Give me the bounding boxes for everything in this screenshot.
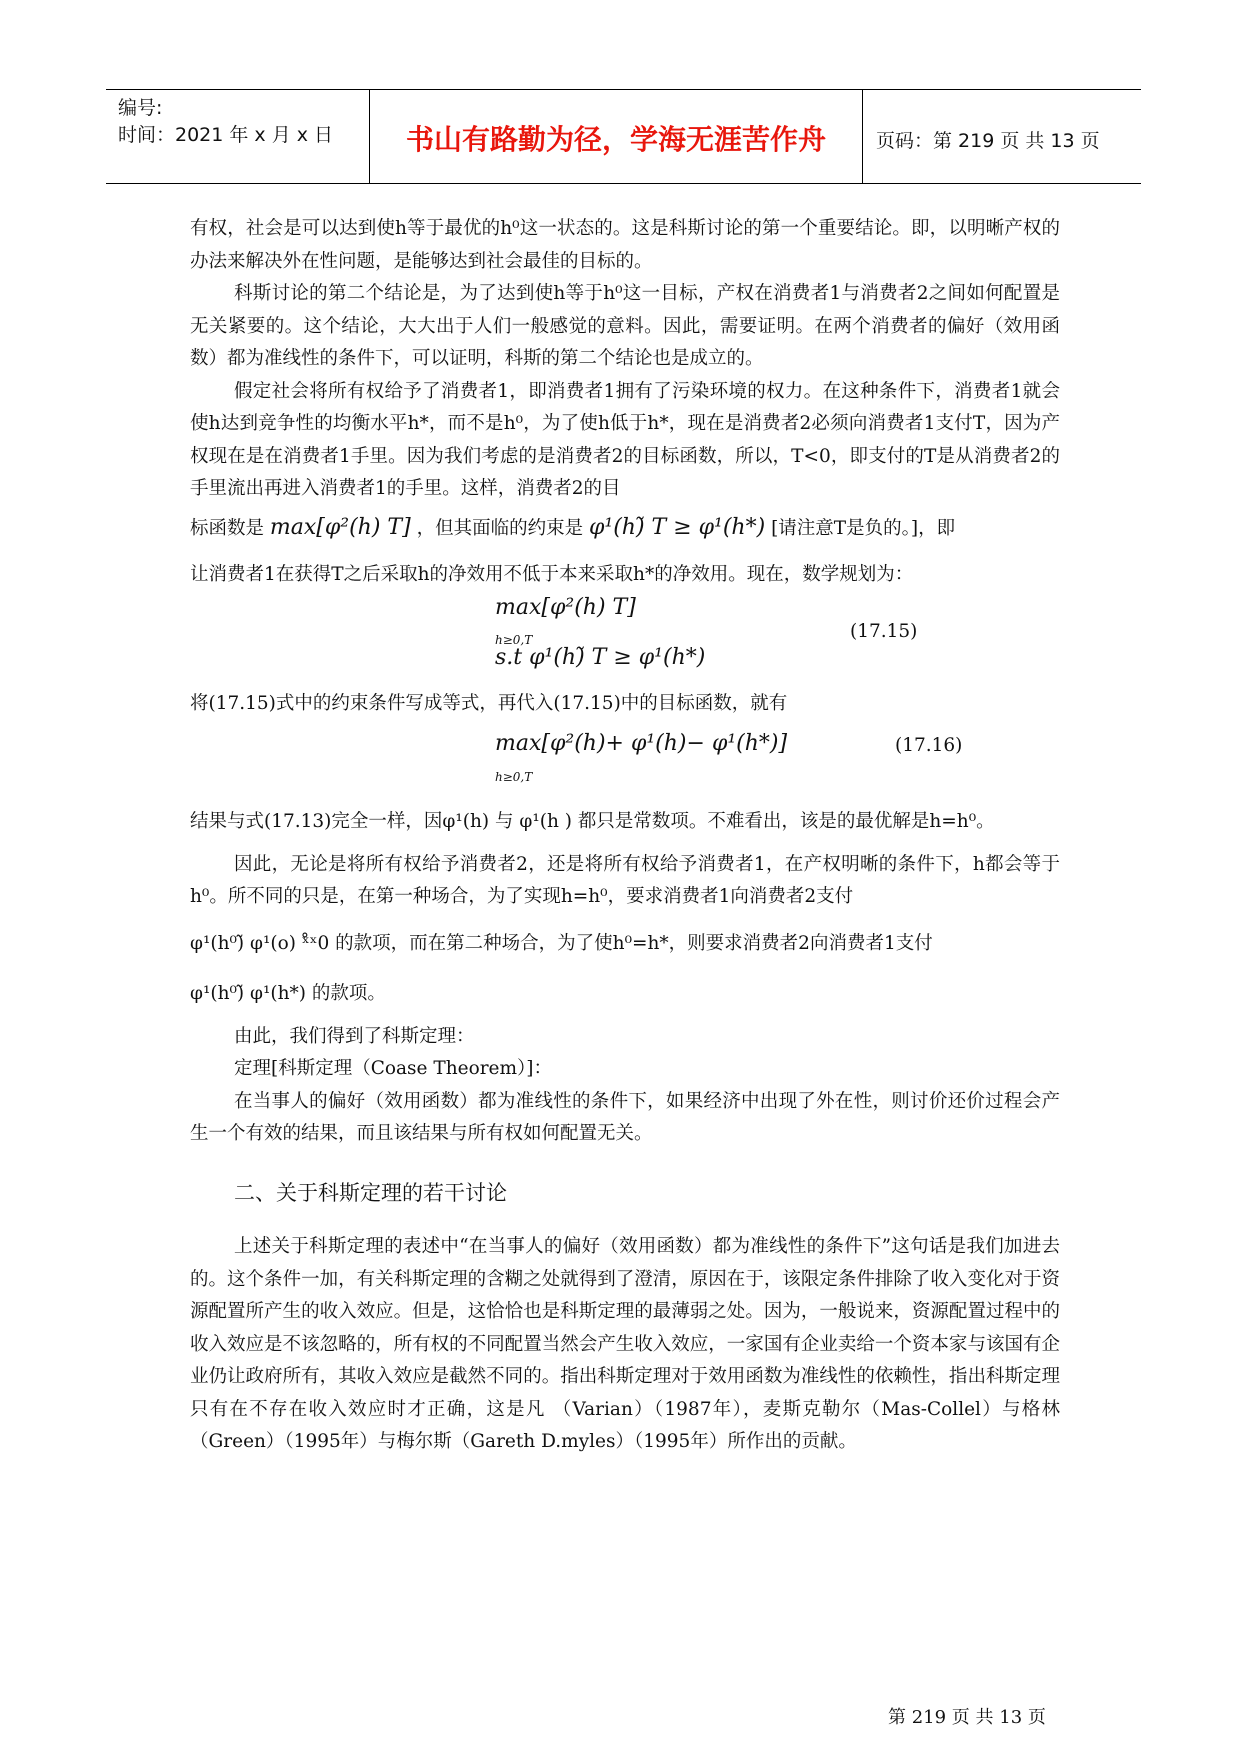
header-meta (118, 95, 333, 149)
header-page-label: 页码：第 219 页 共 13 页 (876, 130, 1100, 152)
paragraph-11: 定理[科斯定理（Coase Theorem）]： (234, 1058, 553, 1079)
equation-17-15 (190, 592, 1060, 688)
header-time-label: 时间：2021 年 x 月 x 日 (118, 124, 334, 146)
paragraph-10: 由此，我们得到了科斯定理： (234, 1025, 475, 1047)
paragraph-8: φ¹(h⁰)̃ φ¹(o) ˣ̊ˣ0 的款项，而在第二种场合，为了使h⁰=h*，则要求消费者2向消费者1支付 (190, 932, 933, 954)
eq1-number: (17.15) (850, 620, 918, 642)
paragraph-7: 因此，无论是将所有权给予消费者2，还是将所有权给予消费者1，在产权明晰的条件下，h都会等于h⁰。所不同的只是，在第一种场合，为了实现h=h⁰，要求消费者1向消费者2支付 (190, 853, 1060, 907)
header-divider-right (862, 89, 863, 184)
eq2-subscript: h≥0,T (495, 769, 533, 784)
header-number-label: 编号: (118, 97, 163, 119)
paragraph-12: 在当事人的偏好（效用函数）都为准线性的条件下，如果经济中出现了外在性，则讨价还价过程会产生一个有效的结果，而且该结果与所有权如何配置无关。 (190, 1090, 1060, 1144)
paragraph-1: 有权，社会是可以达到使h等于最优的h⁰这一状态的。这是科斯讨论的第一个重要结论。即，以明晰产权的办法来解决外在性问题，是能够达到社会最佳的目标的。 (190, 218, 1060, 272)
paragraph-5: 将(17.15)式中的约束条件写成等式，再代入(17.15)中的目标函数，就有 (190, 692, 788, 714)
eq2-line (495, 728, 787, 793)
objective-prefix: 标函数是 (190, 517, 265, 539)
eq1-objective-text: max[φ²(h) T] (495, 594, 636, 620)
eq1-constraint: s.t φ¹(h)̃ T ≥ φ¹(h*) (495, 644, 706, 670)
paragraph-13: 上述关于科斯定理的表述中“在当事人的偏好（效用函数）都为准线性的条件下”这句话是我们加进去的。这个条件一加，有关科斯定理的含糊之处就得到了澄清，原因在于，该限定条件排除了收入变化对于资源配置所产生的收入效应。但是，这恰恰也是科斯定理的最薄弱之处。因为，一般说来，资源配置过程中的收入效应是不该忽略的，所有权的不同配置当然会产生收入效应，一家国有企业卖给一个资本家与该国有企业仍让政府所有，其收入效应是截然不同的。指出科斯定理对于效用函数为准线性的依赖性，指出科斯定理只有在不存在收入效应时才正确，这是凡 （Varian）（1987年），麦斯克勒尔（Mas-Collel）与格林（Green）（1995年）与梅尔斯（Gareth D.myles）（1995年）所作出的贡献。 (190, 1236, 1060, 1452)
paragraph-2: 科斯讨论的第二个结论是，为了达到使h等于h⁰这一目标，产权在消费者1与消费者2之间如何配置是无关紧要的。这个结论，大大出于人们一般感觉的意料。因此，需要证明。在两个消费者的偏好（效用函数）都为准线性的条件下，可以证明，科斯的第二个结论也是成立的。 (190, 283, 1060, 369)
objective-formula: max[φ²(h) T] (269, 514, 411, 540)
paragraph-3: 假定社会将所有权给予了消费者1，即消费者1拥有了污染环境的权力。在这种条件下，消费者1就会使h达到竞争性的均衡水平h*，而不是h⁰，为了使h低于h*，现在是消费者2必须向消费者1支付T，因为产权现在是在消费者1手里。因为我们考虑的是消费者2的目标函数，所以，T<0，即支付的T是从消费者2的手里流出再进入消费者1的手里。这样，消费者2的目 (190, 380, 1060, 499)
paragraph-3-objective-line (190, 512, 1060, 546)
equation-17-16 (190, 720, 1060, 800)
header-motto: 书山有路勤为径，学海无涯苦作舟 (405, 123, 826, 156)
constraint-formula: φ¹(h)̃ T ≥ φ¹(h*) (588, 514, 766, 540)
eq2-number: (17.16) (895, 735, 963, 756)
paragraph-9: φ¹(h⁰)̃ φ¹(h*) 的款项。 (190, 983, 386, 1004)
objective-mid: ，但其面临的约束是 (416, 517, 584, 539)
paragraph-6: 结果与式(17.13)完全一样，因φ¹(h) 与 φ¹(h ) 都只是常数项。不难看出，该是的最优解是h=h⁰。 (190, 811, 995, 832)
header-top-rule (106, 89, 1141, 90)
header-divider-left (369, 89, 370, 184)
header-bottom-rule (106, 183, 1141, 184)
page-footer: 第 219 页 共 13 页 (888, 1707, 1046, 1728)
section-title: 二、关于科斯定理的若干讨论 (234, 1180, 507, 1205)
paragraph-4: 让消费者1在获得T之后采取h的净效用不低于本来采取h*的净效用。现在，数学规划为： (190, 564, 914, 585)
eq1-subscript: h≥0,T (495, 633, 533, 647)
objective-suffix: [请注意T是负的。]，即 (771, 517, 956, 539)
eq2-text: max[φ²(h)+ φ¹(h)− φ¹(h*)] (495, 731, 788, 756)
document-body (190, 213, 1060, 1459)
